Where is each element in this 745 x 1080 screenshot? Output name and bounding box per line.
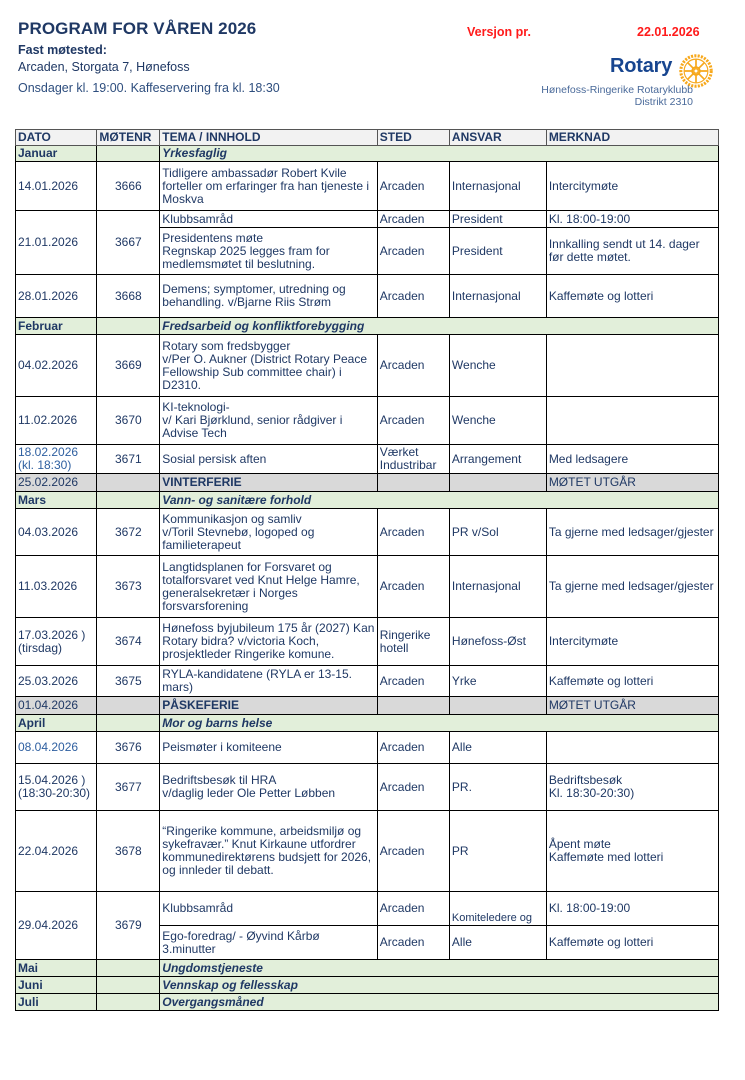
logo-district: Distrikt 2310 (634, 96, 693, 108)
cell-ansvar: Komiteledere og (449, 892, 546, 926)
cell-sted: Arcaden (377, 666, 449, 697)
cell-ansvar: PR. (449, 764, 546, 811)
table-row (16, 618, 719, 666)
cell-tema: Tidligere ambassadør Robert Kvile forteller om erfaringer fra han tjeneste i Moskva (160, 162, 377, 211)
table-row (16, 764, 719, 811)
cell-merknad: Intercitymøte (546, 162, 718, 211)
version-date: 22.01.2026 (637, 25, 700, 39)
cell-tema: Rotary som fredsbygger v/Per O. Aukner (District Rotary Peace Fellowship Sub committee chair) i D2310. (160, 335, 377, 397)
month-label: Januar (16, 146, 97, 162)
cell-tema: KI-teknologi- v/ Kari Bjørklund, senior rådgiver i Advise Tech (160, 397, 377, 445)
cell-merknad (546, 397, 718, 445)
cell-tema: PÅSKEFERIE (160, 697, 377, 715)
cell-ansvar: Wenche (449, 397, 546, 445)
month-row-mai (16, 960, 719, 977)
cell-sted: Ringerike hotell (377, 618, 449, 666)
cell-date: 04.03.2026 (16, 509, 97, 556)
cell-ansvar: Alle (449, 926, 546, 960)
cell-date: 28.01.2026 (16, 275, 97, 318)
column-header-tema: TEMA / INNHOLD (160, 130, 377, 146)
month-label: Mars (16, 492, 97, 509)
table-row (16, 445, 719, 474)
cell-ansvar: PR (449, 811, 546, 892)
cell-merknad: MØTET UTGÅR (546, 474, 718, 492)
cell-motenr: 3676 (97, 732, 160, 764)
meeting-place-label: Fast møtested: (18, 43, 107, 57)
cell-motenr: 3669 (97, 335, 160, 397)
cell-motenr: 3668 (97, 275, 160, 318)
month-theme: Ungdomstjeneste (160, 960, 719, 977)
month-label: Juni (16, 977, 97, 994)
table-row (16, 556, 719, 618)
cell-tema: Klubbsamråd (160, 892, 377, 926)
cell-tema: RYLA-kandidatene (RYLA er 13-15. mars) (160, 666, 377, 697)
program-table (15, 129, 719, 1011)
column-header-motenr: MØTENR (97, 130, 160, 146)
cell-sted: Arcaden (377, 275, 449, 318)
table-header-row (16, 130, 719, 146)
cell-motenr: 3673 (97, 556, 160, 618)
table-row (16, 335, 719, 397)
month-row-juli (16, 994, 719, 1011)
table-row (16, 162, 719, 211)
cell-motenr: 3677 (97, 764, 160, 811)
cell-date: 22.04.2026 (16, 811, 97, 892)
column-header-merknad: MERKNAD (546, 130, 718, 146)
column-header-sted: STED (377, 130, 449, 146)
month-row-april (16, 715, 719, 732)
holiday-row-paskeferie (16, 697, 719, 715)
cell-sted: Arcaden (377, 556, 449, 618)
month-theme: Overgangsmåned (160, 994, 719, 1011)
cell-motenr: 3666 (97, 162, 160, 211)
cell-motenr: 3674 (97, 618, 160, 666)
cell-motenr: 3678 (97, 811, 160, 892)
page-title: PROGRAM FOR VÅREN 2026 (18, 19, 257, 38)
month-row-januar (16, 146, 719, 162)
cell-date: 11.03.2026 (16, 556, 97, 618)
cell-ansvar: PR v/Sol (449, 509, 546, 556)
cell-motenr: 3675 (97, 666, 160, 697)
cell-sted: Arcaden (377, 509, 449, 556)
cell-sted: Arcaden (377, 228, 449, 275)
cell-tema: Demens; symptomer, utredning og behandling. v/Bjarne Riis Strøm (160, 275, 377, 318)
cell-sted: Værket Industribar (377, 445, 449, 474)
holiday-row-vinterferie (16, 474, 719, 492)
cell-merknad: Innkalling sendt ut 14. dager før dette møtet. (546, 228, 718, 275)
cell-tema: “Ringerike kommune, arbeidsmiljø og sykefravær.” Knut Kirkaune utfordrer kommunedirektørens budsjett for 2026, og innleder til debatt. (160, 811, 377, 892)
cell-ansvar: Alle (449, 732, 546, 764)
month-theme: Fredsarbeid og konfliktforebygging (160, 318, 719, 335)
cell-merknad (546, 732, 718, 764)
cell-ansvar: Arrangement (449, 445, 546, 474)
version-label: Versjon pr. (467, 25, 531, 39)
cell-merknad: Ta gjerne med ledsager/gjester (546, 556, 718, 618)
cell-ansvar: President (449, 211, 546, 228)
table-row (16, 397, 719, 445)
cell-merknad: Kaffemøte og lotteri (546, 275, 718, 318)
cell-ansvar: Hønefoss-Øst (449, 618, 546, 666)
month-row-juni (16, 977, 719, 994)
cell-date: 25.03.2026 (16, 666, 97, 697)
cell-merknad: Kl. 18:00-19:00 (546, 892, 718, 926)
cell-tema: Ego-foredrag/ - Øyvind Kårbø 3.minutter (160, 926, 377, 960)
cell-date: 18.02.2026 (kl. 18:30) (16, 445, 97, 474)
month-row-mars (16, 492, 719, 509)
table-row (16, 811, 719, 892)
cell-sted: Arcaden (377, 764, 449, 811)
logo-club-name: Hønefoss-Ringerike Rotaryklubb (541, 84, 693, 96)
cell-date: 01.04.2026 (16, 697, 97, 715)
cell-motenr: 3670 (97, 397, 160, 445)
cell-date: 08.04.2026 (16, 732, 97, 764)
table-row (16, 211, 719, 228)
cell-ansvar: Yrke (449, 666, 546, 697)
month-theme: Vann- og sanitære forhold (160, 492, 719, 509)
cell-sted: Arcaden (377, 811, 449, 892)
month-theme: Vennskap og fellesskap (160, 977, 719, 994)
cell-merknad: Bedriftsbesøk Kl. 18:30-20:30) (546, 764, 718, 811)
cell-motenr: 3667 (97, 211, 160, 275)
cell-ansvar: Internasjonal (449, 162, 546, 211)
cell-date: 29.04.2026 (16, 892, 97, 960)
cell-ansvar: Internasjonal (449, 556, 546, 618)
cell-date: 17.03.2026 ) (tirsdag) (16, 618, 97, 666)
cell-motenr: 3679 (97, 892, 160, 960)
cell-ansvar: President (449, 228, 546, 275)
cell-ansvar: Wenche (449, 335, 546, 397)
cell-date: 15.04.2026 ) (18:30-20:30) (16, 764, 97, 811)
month-theme: Yrkesfaglig (160, 146, 719, 162)
cell-merknad (546, 335, 718, 397)
cell-sted: Arcaden (377, 162, 449, 211)
table-row (16, 666, 719, 697)
month-theme: Mor og barns helse (160, 715, 719, 732)
cell-merknad: MØTET UTGÅR (546, 697, 718, 715)
month-label: Juli (16, 994, 97, 1011)
column-header-ansvar: ANSVAR (449, 130, 546, 146)
cell-merknad: Med ledsagere (546, 445, 718, 474)
cell-sted: Arcaden (377, 732, 449, 764)
meeting-address: Arcaden, Storgata 7, Hønefoss (18, 60, 190, 74)
cell-tema: VINTERFERIE (160, 474, 377, 492)
cell-tema: Presidentens møte Regnskap 2025 legges fram for medlemsmøtet til beslutning. (160, 228, 377, 275)
cell-sted: Arcaden (377, 926, 449, 960)
cell-date: 21.01.2026 (16, 211, 97, 275)
logo-wordmark: Rotary (610, 55, 673, 77)
cell-ansvar: Internasjonal (449, 275, 546, 318)
cell-tema: Klubbsamråd (160, 211, 377, 228)
cell-tema: Sosial persisk aften (160, 445, 377, 474)
cell-merknad: Kl. 18:00-19:00 (546, 211, 718, 228)
cell-merknad: Ta gjerne med ledsager/gjester (546, 509, 718, 556)
cell-tema: Bedriftsbesøk til HRA v/daglig leder Ole Petter Løbben (160, 764, 377, 811)
cell-merknad: Kaffemøte og lotteri (546, 666, 718, 697)
cell-merknad: Kaffemøte og lotteri (546, 926, 718, 960)
month-label: April (16, 715, 97, 732)
cell-tema: Kommunikasjon og samliv v/Toril Stevnebø, logoped og familieterapeut (160, 509, 377, 556)
table-row (16, 732, 719, 764)
cell-sted: Arcaden (377, 397, 449, 445)
month-label: Februar (16, 318, 97, 335)
meeting-hours: Onsdager kl. 19:00. Kaffeservering fra kl. 18:30 (18, 81, 280, 95)
cell-sted: Arcaden (377, 892, 449, 926)
table-row (16, 892, 719, 926)
cell-date: 11.02.2026 (16, 397, 97, 445)
cell-date: 04.02.2026 (16, 335, 97, 397)
table-row (16, 275, 719, 318)
cell-tema: Peismøter i komiteene (160, 732, 377, 764)
cell-merknad: Åpent møte Kaffemøte med lotteri (546, 811, 718, 892)
cell-tema: Hønefoss byjubileum 175 år (2027) Kan Rotary bidra? v/victoria Koch, prosjektleder Ringerike komune. (160, 618, 377, 666)
cell-sted: Arcaden (377, 211, 449, 228)
cell-motenr: 3672 (97, 509, 160, 556)
cell-date: 25.02.2026 (16, 474, 97, 492)
month-row-februar (16, 318, 719, 335)
cell-tema: Langtidsplanen for Forsvaret og totalforsvaret ved Knut Helge Hamre, generalsekretær i Norges forsvarsforening (160, 556, 377, 618)
cell-sted: Arcaden (377, 335, 449, 397)
cell-motenr: 3671 (97, 445, 160, 474)
cell-date: 14.01.2026 (16, 162, 97, 211)
month-label: Mai (16, 960, 97, 977)
table-row (16, 509, 719, 556)
cell-merknad: Intercitymøte (546, 618, 718, 666)
column-header-dato: DATO (16, 130, 97, 146)
